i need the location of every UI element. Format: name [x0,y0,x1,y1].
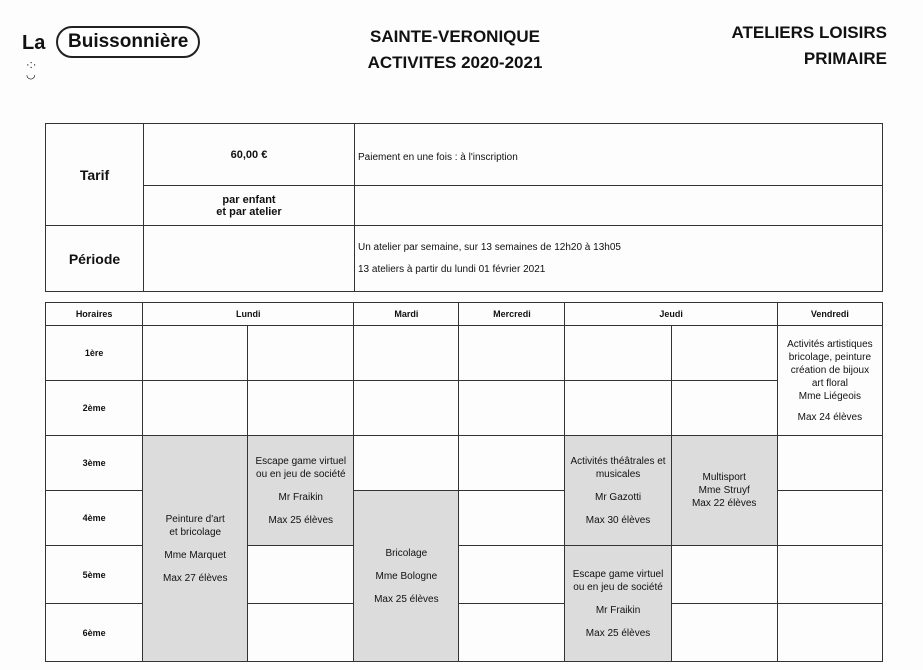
jeudi-theatre-cell: Activités théâtrales et musicales Mr Gazotti Max 30 élèves [565,436,671,546]
header-mardi: Mardi [354,303,459,326]
logo-name: Buissonnière [56,26,200,58]
lundi-peinture-cell: Peinture d'art et bricolage Mme Marquet Max 27 élèves [143,436,248,662]
tarif-price: 60,00 € [144,124,355,186]
lundi-escape-cell: Escape game virtuel ou en jeu de société Mr Fraikin Max 25 élèves [248,436,354,546]
header-lundi: Lundi [143,303,354,326]
document-subtitle [731,20,887,72]
subtitle-line-2: PRIMAIRE [803,49,887,68]
periode-line-1: Un atelier par semaine, sur 13 semaines de 12h20 à 13h05 [358,241,621,253]
periode-label: Période [46,226,144,292]
subtitle-line-1: ATELIERS LOISIRS [731,23,887,42]
hour-6: 6ème [46,604,143,662]
jeudi-escape-cell: Escape game virtuel ou en jeu de société Mr Fraikin Max 25 élèves [565,546,671,662]
tarif-table [45,123,883,292]
logo [22,26,202,86]
tarif-label: Tarif [46,124,144,226]
header-jeudi: Jeudi [565,303,777,326]
logo-prefix: La [22,32,46,54]
smiley-icon: ·:· ◡ [26,59,37,81]
hour-1: 1ère [46,326,143,381]
tarif-payment: Paiement en une fois : à l'inscription [355,124,883,186]
vendredi-arts-cell: Activités artistiques bricolage, peinture création de bijoux art floral Mme Liégeois Max 24 élèves [777,326,882,436]
header-vendredi: Vendredi [777,303,882,326]
hour-4: 4ème [46,491,143,546]
mardi-bricolage-cell: Bricolage Mme Bologne Max 25 élèves [354,491,459,662]
periode-details [355,226,883,292]
title-line-1: SAINTE-VERONIQUE [369,27,541,46]
title-line-2: ACTIVITES 2020-2021 [367,53,543,72]
periode-line-2: 13 ateliers à partir du lundi 01 février 2021 [358,263,546,275]
hour-3: 3ème [46,436,143,491]
schedule-table [45,302,883,662]
hour-5: 5ème [46,546,143,604]
tarif-price-detail: par enfant et par atelier [144,186,355,226]
hour-2: 2ème [46,381,143,436]
header-mercredi: Mercredi [459,303,565,326]
header-horaires: Horaires [46,303,143,326]
jeudi-multisport-cell: Multisport Mme Struyf Max 22 élèves [671,436,777,546]
document-title [330,24,580,76]
